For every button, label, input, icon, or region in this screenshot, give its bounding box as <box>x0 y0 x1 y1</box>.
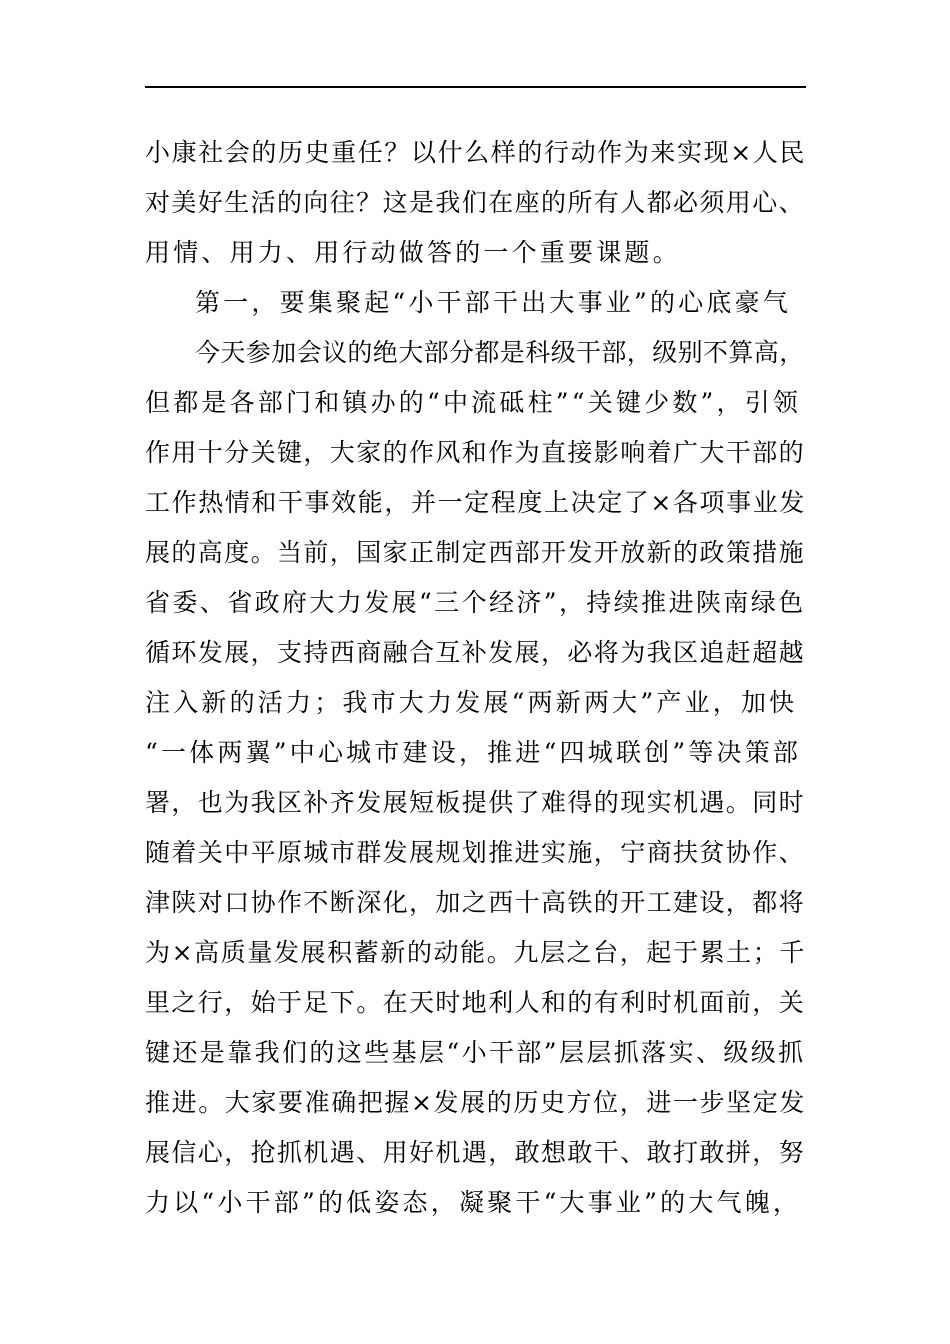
text-line: 为×高质量发展积蓄新的动能。九层之台，起于累土；千 <box>145 938 806 967</box>
text-line: 随着关中平原城市群发展规划推进实施，宁商扶贫协作、 <box>145 838 806 867</box>
text-line: 里之行，始于足下。在天时地利人和的有利时机面前，关 <box>145 988 806 1017</box>
text-line: 署，也为我区补齐发展短板提供了难得的现实机遇。同时 <box>145 788 806 817</box>
section-heading: 第一，要集聚起“小干部干出大事业”的心底豪气 <box>195 288 791 317</box>
text-line: 省委、省政府大力发展“三个经济”，持续推进陕南绿色 <box>145 588 806 617</box>
text-line: 作用十分关键，大家的作风和作为直接影响着广大干部的 <box>145 438 806 467</box>
text-line: 力以“小干部”的低姿态，凝聚干“大事业”的大气魄， <box>145 1188 802 1217</box>
text-line: 循环发展，支持西商融合互补发展，必将为我区追赶超越 <box>145 638 806 667</box>
text-line: 展的高度。当前，国家正制定西部开发开放新的政策措施 <box>145 538 806 567</box>
header-rule <box>145 86 806 88</box>
text-line: 工作热情和干事效能，并一定程度上决定了×各项事业发 <box>145 488 806 517</box>
text-line: 注入新的活力；我市大力发展“两新两大”产业，加快 <box>145 688 798 717</box>
text-line: “一体两翼”中心城市建设，推进“四城联创”等决策部 <box>145 738 802 767</box>
text-line: 小康社会的历史重任？以什么样的行动作为来实现×人民 <box>145 138 806 167</box>
text-line: 用情、用力、用行动做答的一个重要课题。 <box>145 238 681 267</box>
text-line: 但都是各部门和镇办的“中流砥柱”“关键少数”，引领 <box>145 388 802 417</box>
paragraph-first-line: 今天参加会议的绝大部分都是科级干部，级别不算高， <box>195 338 805 367</box>
text-line: 对美好生活的向往？这是我们在座的所有人都必须用心、 <box>145 188 806 217</box>
text-line: 津陕对口协作不断深化，加之西十高铁的开工建设，都将 <box>145 888 806 917</box>
text-line: 推进。大家要准确把握×发展的历史方位，进一步坚定发 <box>145 1088 806 1117</box>
text-line: 展信心，抢抓机遇、用好机遇，敢想敢干、敢打敢拼，努 <box>145 1138 806 1167</box>
document-body <box>145 128 806 1228</box>
text-line: 键还是靠我们的这些基层“小干部”层层抓落实、级级抓 <box>145 1038 806 1067</box>
